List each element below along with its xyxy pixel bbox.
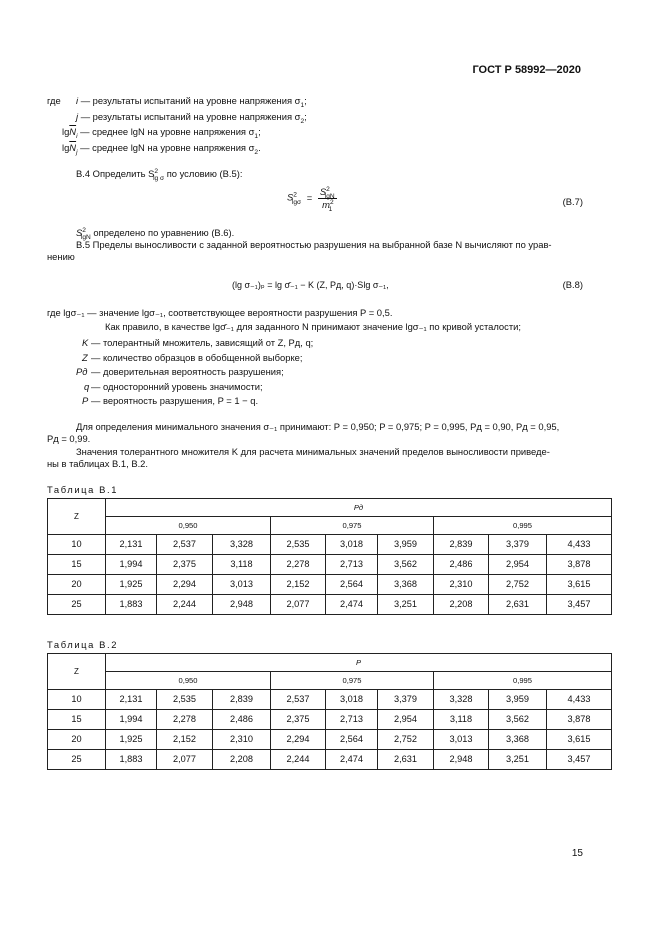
legend-p-symbol: P — [82, 395, 89, 406]
note-line4: ны в таблицах В.1, В.2. — [47, 458, 148, 469]
table-row — [48, 690, 612, 710]
table-row — [48, 555, 612, 575]
table-cell: 2,208 — [434, 595, 489, 615]
table-cell: 2,375 — [271, 710, 326, 730]
table-b2 — [47, 653, 612, 770]
table-row — [48, 710, 612, 730]
legend-k-symbol: K — [82, 337, 89, 348]
legend-p-text: — вероятность разрушения, P = 1 − q. — [91, 395, 259, 406]
table1-sub-header: 0,995 — [434, 517, 612, 535]
table-cell: 3,615 — [547, 575, 612, 595]
table-cell: 2,294 — [271, 730, 326, 750]
table-cell: 3,328 — [434, 690, 489, 710]
table-cell: 2,486 — [434, 555, 489, 575]
table-cell: 3,118 — [434, 710, 489, 730]
table-cell: 4,433 — [547, 535, 612, 555]
table-cell: 3,013 — [213, 575, 271, 595]
table-cell: 2,474 — [326, 595, 378, 615]
note-line1: Для определения минимального значения σ₋₁ принимают: P = 0,950; P = 0,975; P = 0,995, Pд = 0,90, Pд = 0,95, — [76, 421, 560, 432]
table-cell: 2,208 — [213, 750, 271, 770]
table-cell-z: 15 — [48, 710, 106, 730]
table-cell: 2,535 — [157, 690, 213, 710]
table-cell: 2,537 — [271, 690, 326, 710]
page-number: 15 — [571, 848, 583, 859]
legend-note: Как правило, в качестве lgσ̄₋₁ для заданного N принимают значение lgσ₋₁ по кривой усталости; — [105, 321, 521, 332]
table-cell: 2,244 — [157, 595, 213, 615]
table-cell: 2,564 — [326, 730, 378, 750]
table-cell: 3,878 — [547, 555, 612, 575]
table-cell: 2,278 — [271, 555, 326, 575]
table-cell: 3,251 — [378, 595, 434, 615]
table1-sub-header: 0,950 — [106, 517, 271, 535]
table-cell: 2,564 — [326, 575, 378, 595]
table2-sub-header: 0,995 — [434, 672, 612, 690]
table-cell: 2,244 — [271, 750, 326, 770]
section-b5-line1: В.5 Пределы выносливости с заданной вероятностью разрушения на выбранной базе N вычисляют по урав- — [76, 239, 552, 250]
table2-group-header: P — [106, 654, 612, 672]
table-cell: 3,878 — [547, 710, 612, 730]
def-lgni: $\lg\overline{N}_i$ — среднее lgN на уровне напряжения $\sigma_1$; — [62, 126, 261, 140]
table-cell: 2,752 — [489, 575, 547, 595]
table-cell: 2,839 — [434, 535, 489, 555]
table-cell: 2,486 — [213, 710, 271, 730]
table-cell: 2,152 — [271, 575, 326, 595]
table-cell: 3,018 — [326, 535, 378, 555]
table-row — [48, 575, 612, 595]
table-cell: 2,152 — [157, 730, 213, 750]
table-cell: 2,752 — [378, 730, 434, 750]
table-cell: 3,457 — [547, 595, 612, 615]
table2-caption: Таблица В.2 — [47, 639, 119, 650]
table-cell: 3,118 — [213, 555, 271, 575]
table-row — [48, 750, 612, 770]
formula-b7: $S^2_{lg\sigma}$ = $\frac{S^2_{lgN}}{m^2_1}$ — [287, 185, 335, 213]
table-cell: 3,013 — [434, 730, 489, 750]
eq-number-b7: (В.7) — [562, 196, 583, 207]
table-cell-z: 10 — [48, 535, 106, 555]
document-header: ГОСТ Р 58992—2020 — [472, 64, 581, 76]
table1-sub-header: 0,975 — [271, 517, 434, 535]
table-cell: 2,131 — [106, 690, 157, 710]
table-cell: 3,457 — [547, 750, 612, 770]
table-cell: 3,328 — [213, 535, 271, 555]
table-cell-z: 25 — [48, 750, 106, 770]
legend-q-text: — односторонний уровень значимости; — [91, 381, 263, 392]
legend-z-symbol: Z — [82, 352, 88, 363]
table-b1 — [47, 498, 612, 615]
table-cell-z: 25 — [48, 595, 106, 615]
table-cell: 2,713 — [326, 710, 378, 730]
table-cell: 2,954 — [489, 555, 547, 575]
table-cell-z: 15 — [48, 555, 106, 575]
table-cell: 3,379 — [378, 690, 434, 710]
table-cell: 3,562 — [378, 555, 434, 575]
legend-z-text: — количество образцов в обобщенной выборке; — [91, 352, 303, 363]
note-line3: Значения толерантного множителя K для расчета минимальных значений пределов выносливости приведе- — [76, 446, 550, 457]
table-cell: 2,954 — [378, 710, 434, 730]
table-cell: 2,294 — [157, 575, 213, 595]
table-cell-z: 10 — [48, 690, 106, 710]
table-cell: 3,959 — [378, 535, 434, 555]
table-cell-z: 20 — [48, 730, 106, 750]
table-row — [48, 535, 612, 555]
table-cell: 1,883 — [106, 595, 157, 615]
table-cell: 1,994 — [106, 555, 157, 575]
table-cell: 3,251 — [489, 750, 547, 770]
section-b5-line2: нению — [47, 251, 75, 262]
section-b4: В.4 Определить $S^2_{lg \sigma}$ по условию (В.5): — [76, 167, 243, 182]
legend-k-text: — толерантный множитель, зависящий от Z, Pд, q; — [91, 337, 314, 348]
def-j: j — результаты испытаний на уровне напряжения $\sigma_2$; — [76, 111, 307, 125]
table-cell: 2,631 — [378, 750, 434, 770]
table-cell: 2,948 — [213, 595, 271, 615]
table-row — [48, 595, 612, 615]
legend-lgsigma: где lgσ₋₁ — значение lgσ₋₁, соответствующее вероятности разрушения P = 0,5. — [47, 307, 393, 318]
table-cell: 1,883 — [106, 750, 157, 770]
table-cell: 2,077 — [271, 595, 326, 615]
table1-z-header: Z — [48, 499, 106, 535]
table-cell: 2,278 — [157, 710, 213, 730]
note-line2: Pд = 0,99. — [47, 433, 91, 444]
table2-body — [48, 690, 612, 770]
b6-reference: $S^2_{lgN}$ определено по уравнению (В.6). — [76, 226, 235, 241]
table-cell: 1,925 — [106, 730, 157, 750]
legend-pd-symbol: Pд — [76, 366, 88, 377]
table-cell-z: 20 — [48, 575, 106, 595]
table-cell: 3,368 — [489, 730, 547, 750]
table-cell: 2,077 — [157, 750, 213, 770]
table-cell: 3,615 — [547, 730, 612, 750]
def-i: i — результаты испытаний на уровне напряжения $\sigma_1$; — [76, 95, 307, 109]
table1-caption: Таблица В.1 — [47, 484, 119, 495]
table-cell: 2,131 — [106, 535, 157, 555]
table1-group-header: Pд — [106, 499, 612, 517]
table2-sub-header: 0,950 — [106, 672, 271, 690]
table-cell: 2,839 — [213, 690, 271, 710]
legend-q-symbol: q — [84, 381, 90, 392]
table-cell: 3,959 — [489, 690, 547, 710]
table-cell: 2,474 — [326, 750, 378, 770]
table-cell: 4,433 — [547, 690, 612, 710]
table2-sub-header: 0,975 — [271, 672, 434, 690]
table-cell: 2,375 — [157, 555, 213, 575]
table2-z-header: Z — [48, 654, 106, 690]
table-cell: 2,310 — [213, 730, 271, 750]
table-cell: 2,310 — [434, 575, 489, 595]
table-cell: 2,535 — [271, 535, 326, 555]
table-row — [48, 730, 612, 750]
table-cell: 2,713 — [326, 555, 378, 575]
table-cell: 2,537 — [157, 535, 213, 555]
where-label: где — [47, 95, 61, 106]
table-cell: 2,631 — [489, 595, 547, 615]
table-cell: 1,925 — [106, 575, 157, 595]
table-cell: 3,018 — [326, 690, 378, 710]
table-cell: 3,368 — [378, 575, 434, 595]
formula-b8: (lg σ₋₁)ₚ = lg σ̄₋₁ − K (Z, Pд, q)·Slg σ₋₁, — [232, 280, 389, 290]
def-lgnj: $\lg\overline{N}_j$ — среднее lgN на уровне напряжения $\sigma_2$. — [62, 142, 261, 156]
table-cell: 2,948 — [434, 750, 489, 770]
table-cell: 1,994 — [106, 710, 157, 730]
legend-pd-text: — доверительная вероятность разрушения; — [91, 366, 284, 377]
eq-number-b8: (В.8) — [562, 279, 583, 290]
table-cell: 3,379 — [489, 535, 547, 555]
table-cell: 3,562 — [489, 710, 547, 730]
table1-body — [48, 535, 612, 615]
